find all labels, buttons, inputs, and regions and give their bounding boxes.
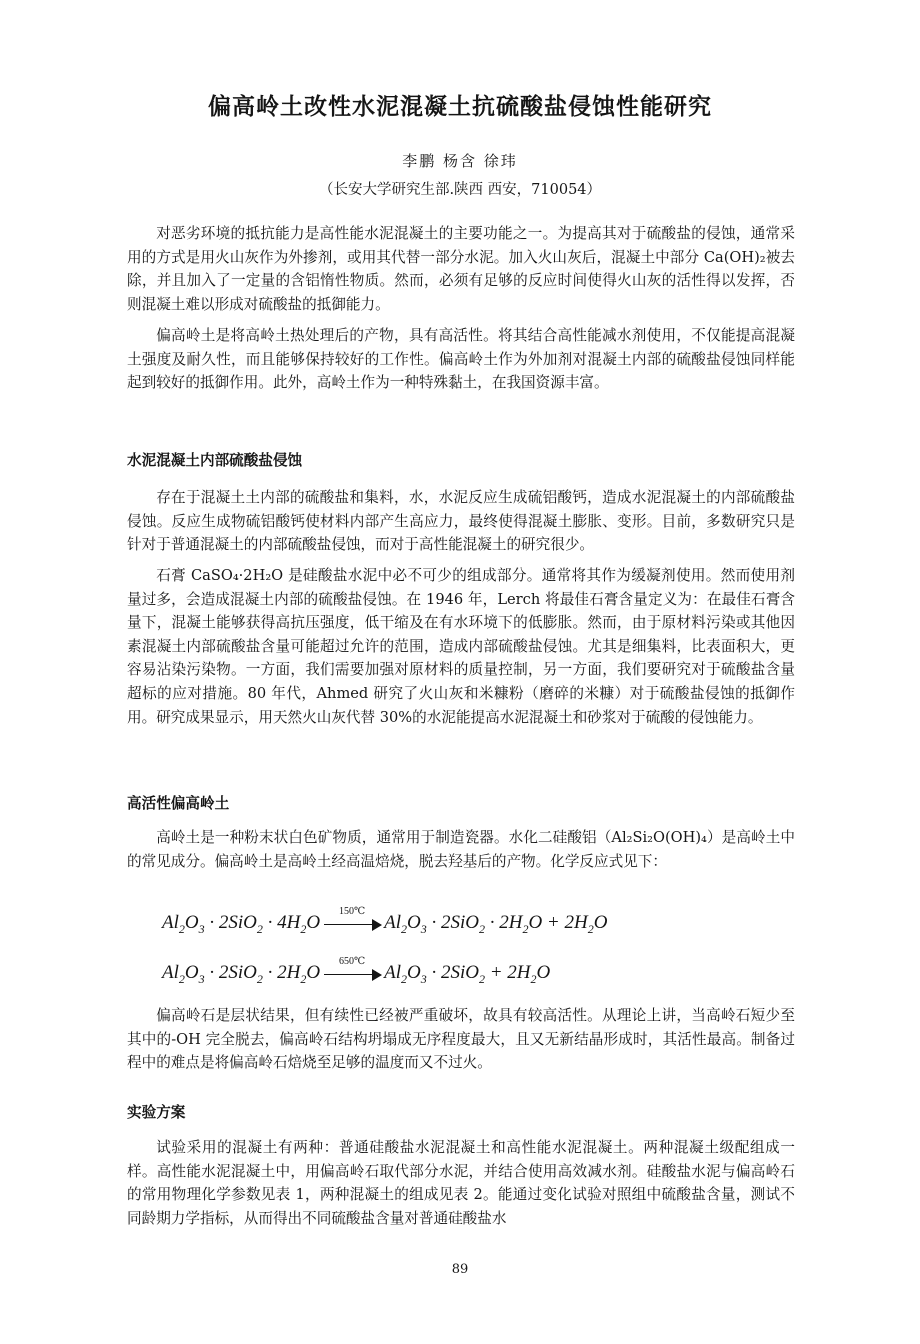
paragraph-internal-sulfate-1: 存在于混凝土土内部的硫酸盐和集料，水，水泥反应生成硫铝酸钙，造成水泥混凝土的内部硫酸盐侵蚀。反应生成物硫铝酸钙使材料内部产生高应力，最终使得混凝土膨胀、变形。目前，多数研究只是针对于普通混凝土的内部硫酸盐侵蚀，而对于高性能混凝土的研究很少。 bbox=[127, 489, 795, 554]
section-heading-internal-sulfate: 水泥混凝土内部硫酸盐侵蚀 bbox=[127, 452, 303, 469]
authors: 李鹏 杨含 徐玮 bbox=[402, 152, 518, 170]
paragraph-experiment-1: 试验采用的混凝土有两种：普通硅酸盐水泥混凝土和高性能水泥混凝土。两种混凝土级配组成一样。高性能水泥混凝土中，用偏高岭石取代部分水泥，并结合使用高效减水剂。硅酸盐水泥与偏高岭石的常用物理化学参数见表 1，两种混凝土的组成见表 2。能通过变化试验对照组中硫酸盐含量，测试不同龄期力学指标，从而得出不同硫酸盐含量对普通硅酸盐水 bbox=[127, 1139, 795, 1227]
section-heading-experiment: 实验方案 bbox=[127, 1104, 186, 1121]
paragraph-metakaolin-1: 高岭土是一种粉末状白色矿物质，通常用于制造瓷器。水化二硅酸铝（Al₂Si₂O(OH)₄）是高岭土中的常见成分。偏高岭土是高岭土经高温焙烧，脱去羟基后的产物。化学反应式见下： bbox=[127, 829, 795, 870]
reaction-condition-1: 150℃ bbox=[339, 905, 366, 917]
paragraph-internal-sulfate-2: 石膏 CaSO₄·2H₂O 是硅酸盐水泥中必不可少的组成部分。通常将其作为缓凝剂使用。然而使用剂量过多，会造成混凝土内部的硫酸盐侵蚀。在 1946 年，Lerch 将最佳石膏含量定义为：在最佳石膏含量下，混凝土能够获得高抗压强度，低干缩及在有水环境下的低膨胀。然而，由于原材料污染或其他因素混凝土内部硫酸盐含量可能超过允许的范围，造成内部硫酸盐侵蚀。尤其是细集料，比表面积大，更容易沾染污染物。一方面，我们需要加强对原材料的质量控制，另一方面，我们要研究对于硫酸盐含量超标的应对措施。80 年代，Ahmed 研究了火山灰和米糠粉（磨碎的米糠）对于硫酸盐侵蚀的抵御作用。研究成果显示，用天然火山灰代替 30%的水泥能提高水泥混凝土和砂浆对于硫酸的侵蚀能力。 bbox=[127, 567, 795, 726]
equation-1: $Al_2O_3 \cdot 2SiO_2 \cdot 4H_2O$ 150℃ $Al_2O_3 \cdot 2SiO_2 \cdot 2H_2O + 2H_2O$ bbox=[162, 905, 608, 936]
paragraph-intro-1: 对恶劣环境的抵抗能力是高性能水泥混凝土的主要功能之一。为提高其对于硫酸盐的侵蚀，通常采用的方式是用火山灰作为外掺剂，或用其代替一部分水泥。加入火山灰后，混凝土中部分 Ca(OH)₂被去除，并且加入了一定量的含铝惰性物质。然而，必须有足够的反应时间使得火山灰的活性得以发挥，否则混凝土难以形成对硫酸盐的抵御能力。 bbox=[127, 225, 795, 313]
reaction-arrow-2 bbox=[322, 955, 382, 984]
section-heading-metakaolin: 高活性偏高岭土 bbox=[127, 795, 230, 812]
reaction-arrow-1 bbox=[322, 905, 382, 934]
paragraph-metakaolin-2: 偏高岭石是层状结果，但有续性已经被严重破坏，故具有较高活性。从理论上讲，当高岭石短少至其中的-OH 完全脱去，偏高岭石结构坍塌成无序程度最大，且又无新结晶形成时，其活性最高。制备过程中的难点是将偏高岭石焙烧至足够的温度而又不过火。 bbox=[127, 1007, 795, 1072]
affiliation: （长安大学研究生部.陕西 西安，710054） bbox=[318, 182, 602, 198]
page-number: 89 bbox=[451, 1262, 469, 1277]
paragraph-intro-2: 偏高岭土是将高岭土热处理后的产物，具有高活性。将其结合高性能减水剂使用，不仅能提高混凝土强度及耐久性，而且能够保持较好的工作性。偏高岭土作为外加剂对混凝土内部的硫酸盐侵蚀同样能起到较好的抵御作用。此外，高岭土作为一种特殊黏土，在我国资源丰富。 bbox=[127, 327, 795, 392]
reaction-condition-2: 650℃ bbox=[339, 955, 366, 967]
equation-2: $Al_2O_3 \cdot 2SiO_2 \cdot 2H_2O$ 650℃ $Al_2O_3 \cdot 2SiO_2 + 2H_2O$ bbox=[162, 955, 551, 986]
paper-title: 偏高岭土改性水泥混凝土抗硫酸盐侵蚀性能研究 bbox=[208, 94, 712, 120]
